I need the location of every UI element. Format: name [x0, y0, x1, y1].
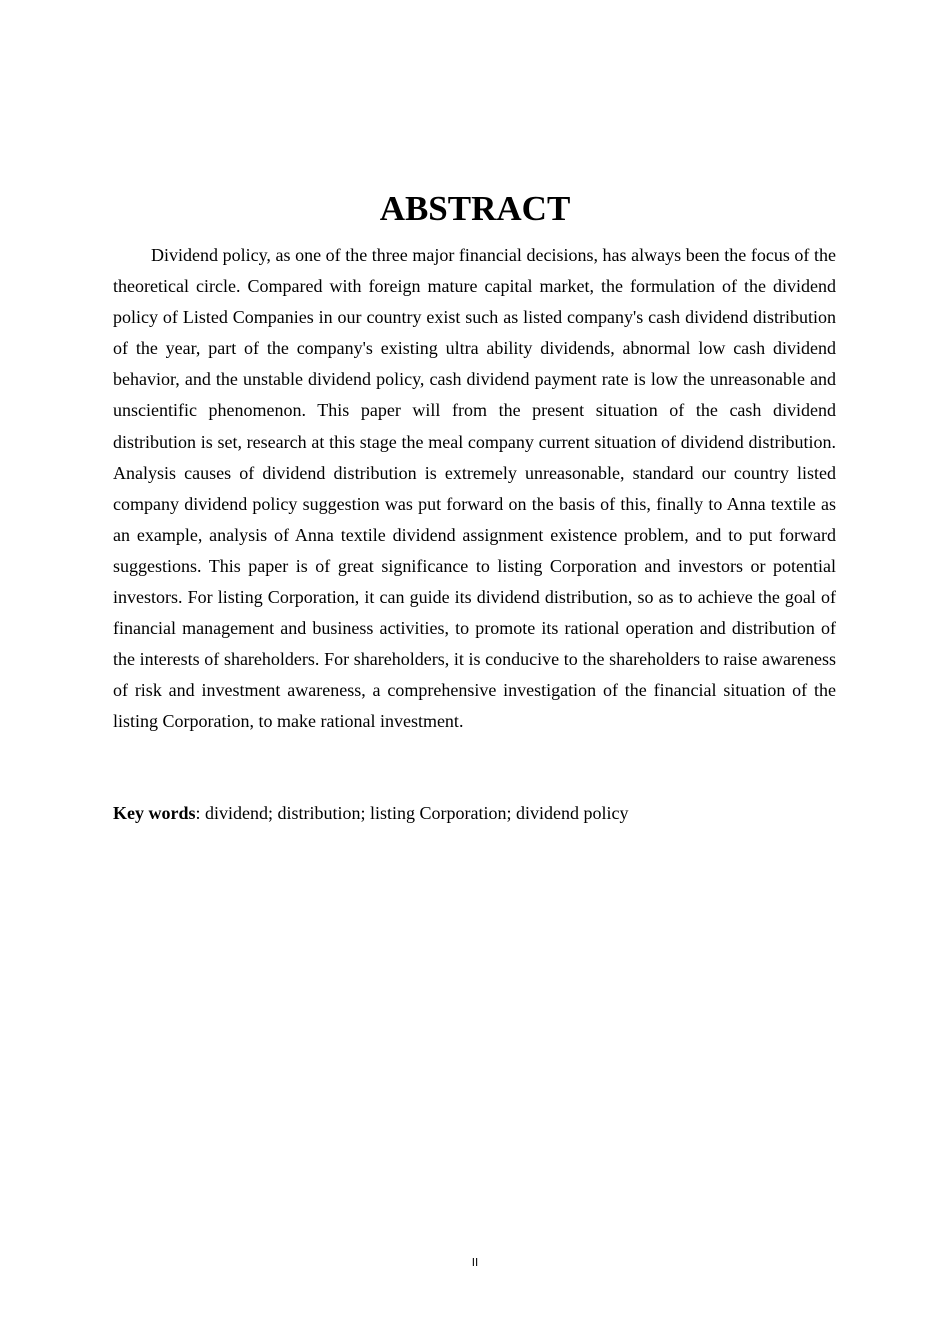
- keywords-list: : dividend; distribution; listing Corporation; dividend policy: [195, 803, 629, 823]
- keywords-label: Key words: [113, 803, 196, 823]
- abstract-paragraph: Dividend policy, as one of the three major financial decisions, has always been the focus of the theoretical circle. Compared with foreign mature capital market, the formulation of the dividend policy of Listed Companies in our country exist such as listed company's cash dividend distribution of the year, part of the company's existing ultra ability dividends, abnormal low cash dividend behavior, and the unstable dividend policy, cash dividend payment rate is low the unreasonable and unscientific phenomenon. This paper will from the present situation of the cash dividend distribution is set, research at this stage the meal company current situation of dividend distribution. Analysis causes of dividend distribution is extremely unreasonable, standard our country listed company dividend policy suggestion was put forward on the basis of this, finally to Anna textile as an example, analysis of Anna textile dividend assignment existence problem, and to put forward suggestions. This paper is of great significance to listing Corporation and investors or potential investors. For listing Corporation, it can guide its dividend distribution, so as to achieve the goal of financial management and business activities, to promote its rational operation and distribution of the interests of shareholders. For shareholders, it is conducive to the shareholders to raise awareness of risk and investment awareness, a comprehensive investigation of the financial situation of the listing Corporation, to make rational investment.: [113, 245, 836, 732]
- keywords-line: [113, 798, 836, 829]
- page-number: II: [471, 1256, 479, 1269]
- abstract-title: ABSTRACT: [379, 189, 571, 228]
